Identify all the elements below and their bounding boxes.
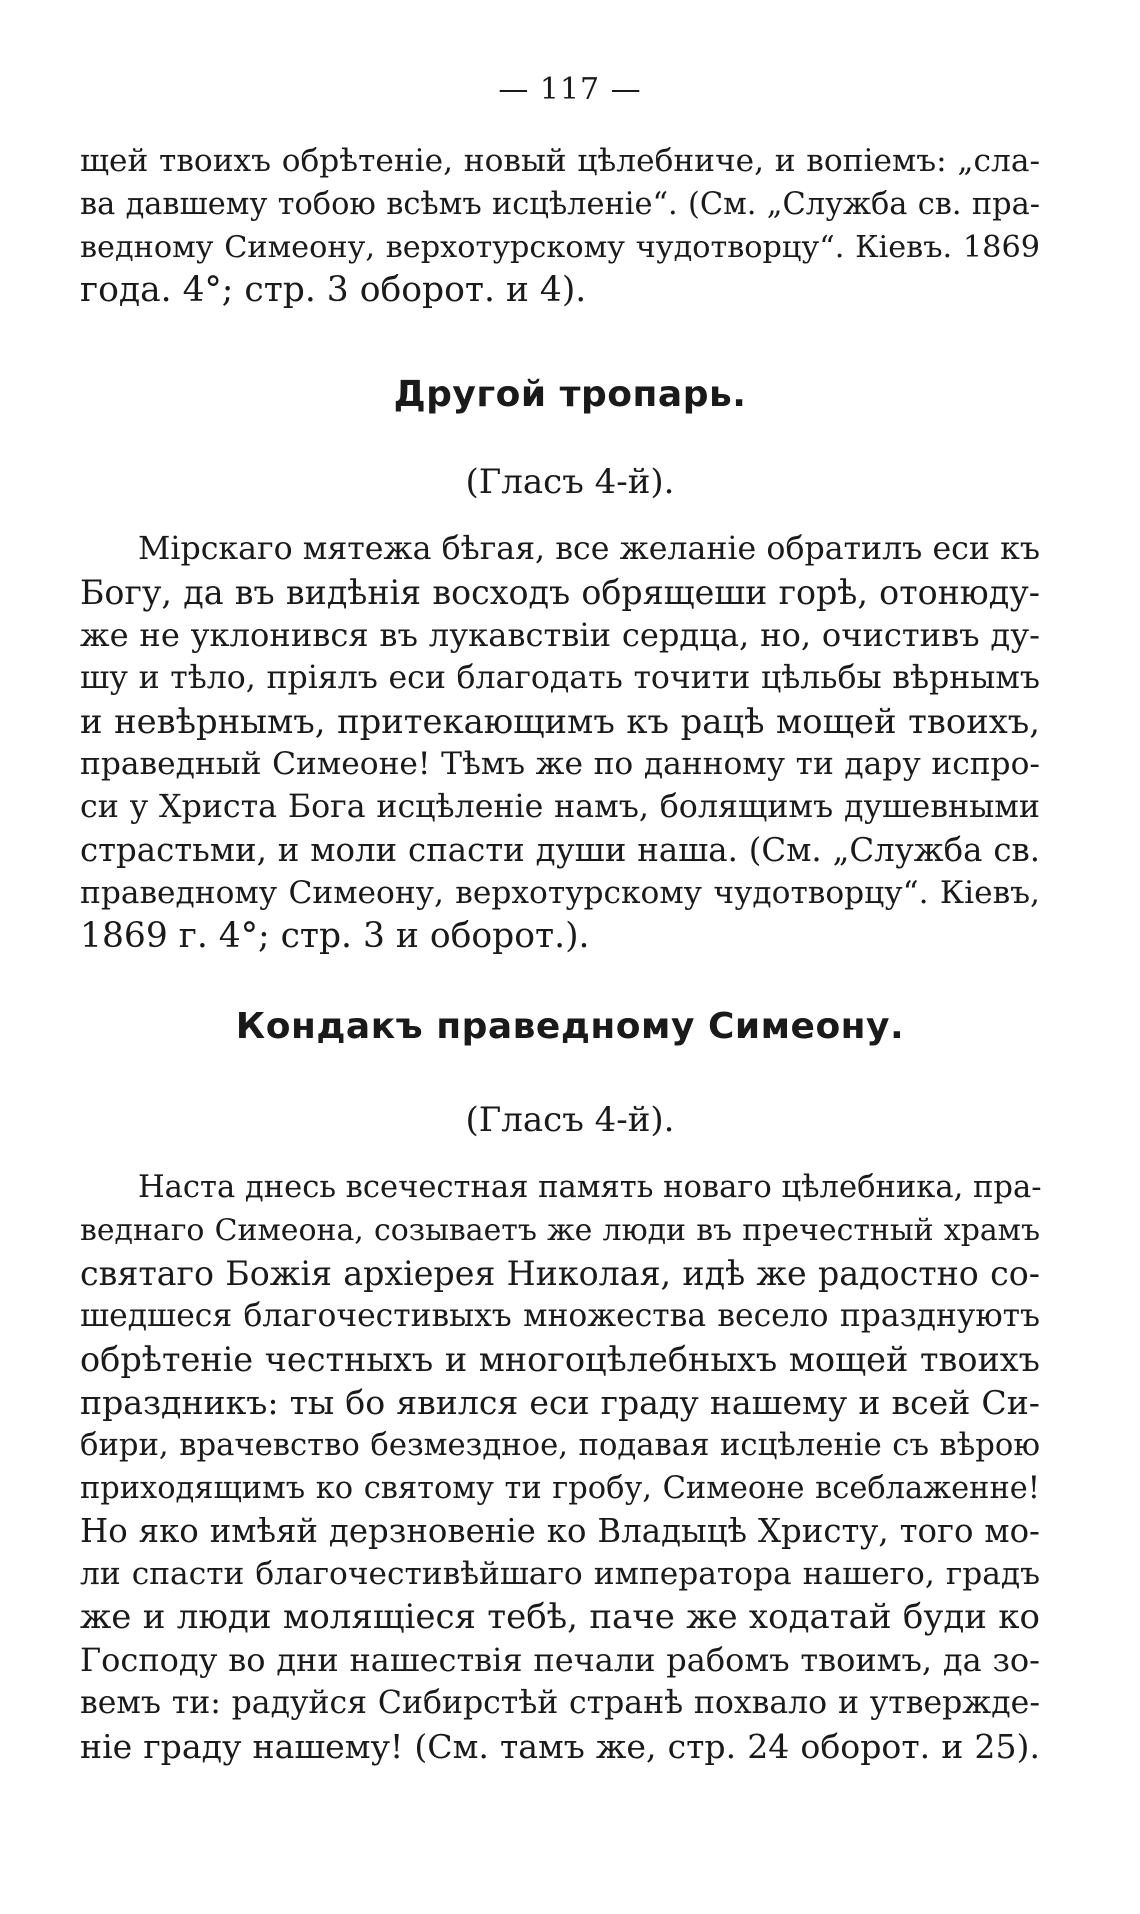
text-line: святаго Божія архіерея Николая, идѣ же радостно со- [80,1254,1040,1293]
text-line: праздникъ: ты бо явился еси граду нашему и всей Си- [80,1383,1040,1422]
text-line: и невѣрнымъ, притекающимъ къ рацѣ мощей твоихъ, [80,702,1040,741]
troparion-text [80,528,1040,958]
troparion-title: Другой тропарь. [393,374,747,415]
text-line: ва давшему тобою всѣмъ исцѣленіе“. (См. „Служба св. пра- [80,187,1040,222]
text-line: же не уклонився въ лукавствіи сердца, но, очистивъ ду- [80,616,1040,654]
text-line: Но яко имѣяй дерзновеніе ко Владыцѣ Христу, того мо- [80,1512,1040,1550]
kontakion-tone: (Гласъ 4-й). [465,1100,675,1140]
troparion-tone: (Гласъ 4-й). [465,462,675,502]
text-line: Мірскаго мятежа бѣгая, все желаніе обратилъ еси къ [138,531,1040,567]
text-line: приходящимъ ко святому ти гробу, Симеоне всеблаженне! [80,1471,1040,1506]
text-line: года. 4°; стр. 3 оборот. и 4). [80,270,587,310]
text-line: 1869 г. 4°; стр. 3 и оборот.). [80,916,590,956]
kontakion-title: Кондакъ праведному Симеону. [235,1006,905,1047]
text-line: шу и тѣло, пріялъ еси благодать точити цѣльбы вѣрнымъ [80,660,1040,696]
text-line: веднаго Симеона, созываетъ же люди въ пречестный храмъ [80,1213,1040,1248]
text-line: обрѣтеніе честныхъ и многоцѣлебныхъ мощей твоихъ [80,1340,1040,1379]
text-line: Богу, да въ видѣнія восходъ обрящеши горѣ, отонюду- [80,573,1040,612]
text-line: Наста днесь всечестная память новаго цѣлебника, пра- [138,1170,1042,1205]
text-line: вемъ ти: радуйся Сибирстѣй странѣ похвало и утвержде- [80,1685,1040,1721]
kontakion-text [80,1166,1040,1768]
text-line: ведному Симеону, верхотурскому чудотворцу“. Кіевъ. 1869 [80,230,1040,265]
text-line: щей твоихъ обрѣтеніе, новый цѣлебниче, и вопіемъ: „сла- [80,143,1040,179]
text-line: си у Христа Бога исцѣленіе намъ, болящимъ душевными [80,789,1040,825]
text-line: страстьми, и моли спасти души наша. (См. „Служба св. [80,831,1040,869]
text-line: праведному Симеону, верхотурскому чудотворцу“. Кіевъ, [80,875,1040,911]
text-line: шедшеся благочестивыхъ множества весело празднуютъ [80,1298,1040,1334]
continuation-paragraph [80,140,1040,312]
text-line: праведный Симеоне! Тѣмъ же по данному ти дару испро- [80,746,1040,782]
text-line: ніе граду нашему! (См. тамъ же, стр. 24 оборот. и 25). [80,1727,1040,1766]
text-line: ли спасти благочестивѣйшаго императора нашего, градъ [80,1556,1040,1592]
text-line: бири, врачевство безмездное, подавая исцѣленіе съ вѣрою [80,1428,1040,1463]
text-line: же и люди молящіеся тебѣ, паче же ходатай буди ко [80,1597,1040,1637]
page-number: — 117 — [498,72,642,107]
text-line: Господу во дни нашествія печали рабомъ твоимъ, да зо- [80,1641,1040,1679]
